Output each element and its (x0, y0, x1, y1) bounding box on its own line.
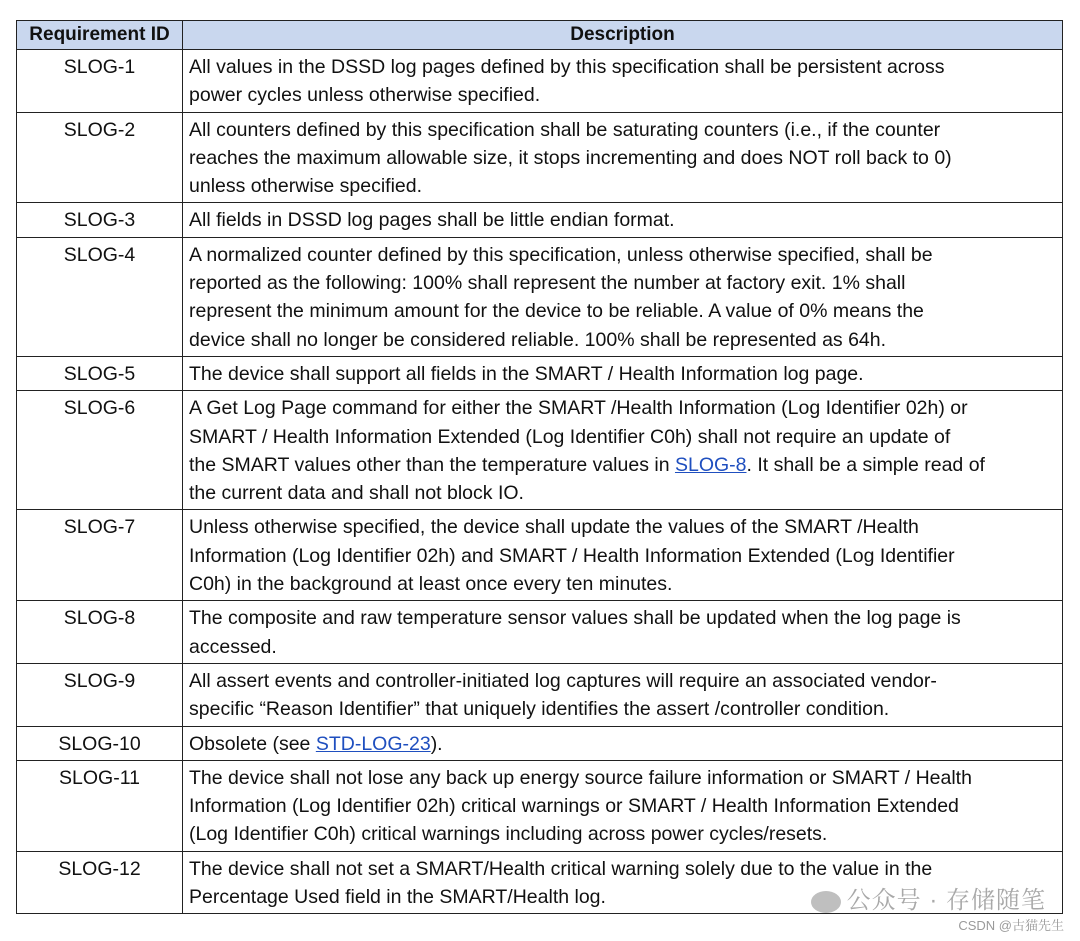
requirement-id: SLOG-9 (17, 663, 183, 726)
requirement-id: SLOG-8 (17, 601, 183, 664)
table-row (17, 356, 1063, 390)
table-row (17, 391, 1063, 510)
wechat-logo-icon (811, 891, 841, 913)
header-description: Description (183, 21, 1063, 50)
description-text: ). (430, 732, 443, 755)
std-log-23-link[interactable]: STD-LOG-23 (315, 732, 431, 755)
requirement-id: SLOG-5 (17, 356, 183, 390)
requirements-table (16, 20, 1063, 914)
requirement-description: A normalized counter defined by this specification, unless otherwise specified, shall be reported as the following: 100% shall represent the number at factory exit. 1% shall represent the minimum amount for the device to be reliable. A value of 0% means the device shall no longer be considered reliable. 100% shall be represented as 64h. (183, 237, 1063, 356)
description-text: Obsolete (see (189, 732, 316, 755)
table-row (17, 726, 1063, 760)
requirement-id: SLOG-1 (17, 50, 183, 113)
table-row (17, 50, 1063, 113)
table-row (17, 601, 1063, 664)
table-row (17, 663, 1063, 726)
requirement-id: SLOG-7 (17, 510, 183, 601)
requirement-description: All counters defined by this specification shall be saturating counters (i.e., if the counter reaches the maximum allowable size, it stops incrementing and does NOT roll back to 0) unless otherwise specified. (183, 112, 1063, 203)
table-row (17, 510, 1063, 601)
requirement-id: SLOG-3 (17, 203, 183, 237)
header-row (17, 21, 1063, 50)
requirement-id: SLOG-12 (17, 851, 183, 914)
requirement-description: All assert events and controller-initiated log captures will require an associated vendor- specific “Reason Identifier” that uniquely identifies the assert /controller condition. (183, 663, 1063, 726)
requirement-id: SLOG-10 (17, 726, 183, 760)
requirement-description: All fields in DSSD log pages shall be little endian format. (183, 203, 1063, 237)
requirement-description (183, 726, 1063, 760)
requirement-description: The device shall not lose any back up energy source failure information or SMART / Health Information (Log Identifier 02h) critical warnings or SMART / Health Information Extended (Log Identifier C0h) critical warnings including across power cycles/resets. (183, 760, 1063, 851)
table-row (17, 112, 1063, 203)
requirement-description: Unless otherwise specified, the device shall update the values of the SMART /Health Information (Log Identifier 02h) and SMART / Health Information Extended (Log Identifier C0h) in the background at least once every ten minutes. (183, 510, 1063, 601)
header-requirement-id: Requirement ID (17, 21, 183, 50)
table-row (17, 203, 1063, 237)
description-text: A Get Log Page command for either the SMART /Health Information (Log Identifier 02h) or SMART / Health Information Extended (Log Identifier C0h) shall not require an update of the SMART values other than the temperature values in (189, 397, 968, 476)
description-text: . It shall be a simple read of the current data and shall not block IO. (189, 453, 985, 505)
table-row (17, 760, 1063, 851)
table-row (17, 237, 1063, 356)
requirement-description: The device shall support all fields in the SMART / Health Information log page. (183, 356, 1063, 390)
csdn-watermark: CSDN @古猫先生 (958, 918, 1064, 933)
requirement-description (183, 391, 1063, 510)
requirement-id: SLOG-6 (17, 391, 183, 510)
watermark-text: 公众号 · 存储随笔 (846, 887, 1046, 914)
requirement-id: SLOG-2 (17, 112, 183, 203)
requirement-id: SLOG-11 (17, 760, 183, 851)
requirement-description: The device shall not set a SMART/Health critical warning solely due to the value in the Percentage Used field in the SMART/Health log. (183, 851, 1063, 914)
requirement-description: All values in the DSSD log pages defined by this specification shall be persistent across power cycles unless otherwise specified. (183, 50, 1063, 113)
slog-8-link[interactable]: SLOG-8 (674, 453, 747, 476)
channel-watermark (811, 880, 1046, 915)
requirement-description: The composite and raw temperature sensor values shall be updated when the log page is accessed. (183, 601, 1063, 664)
requirement-id: SLOG-4 (17, 237, 183, 356)
